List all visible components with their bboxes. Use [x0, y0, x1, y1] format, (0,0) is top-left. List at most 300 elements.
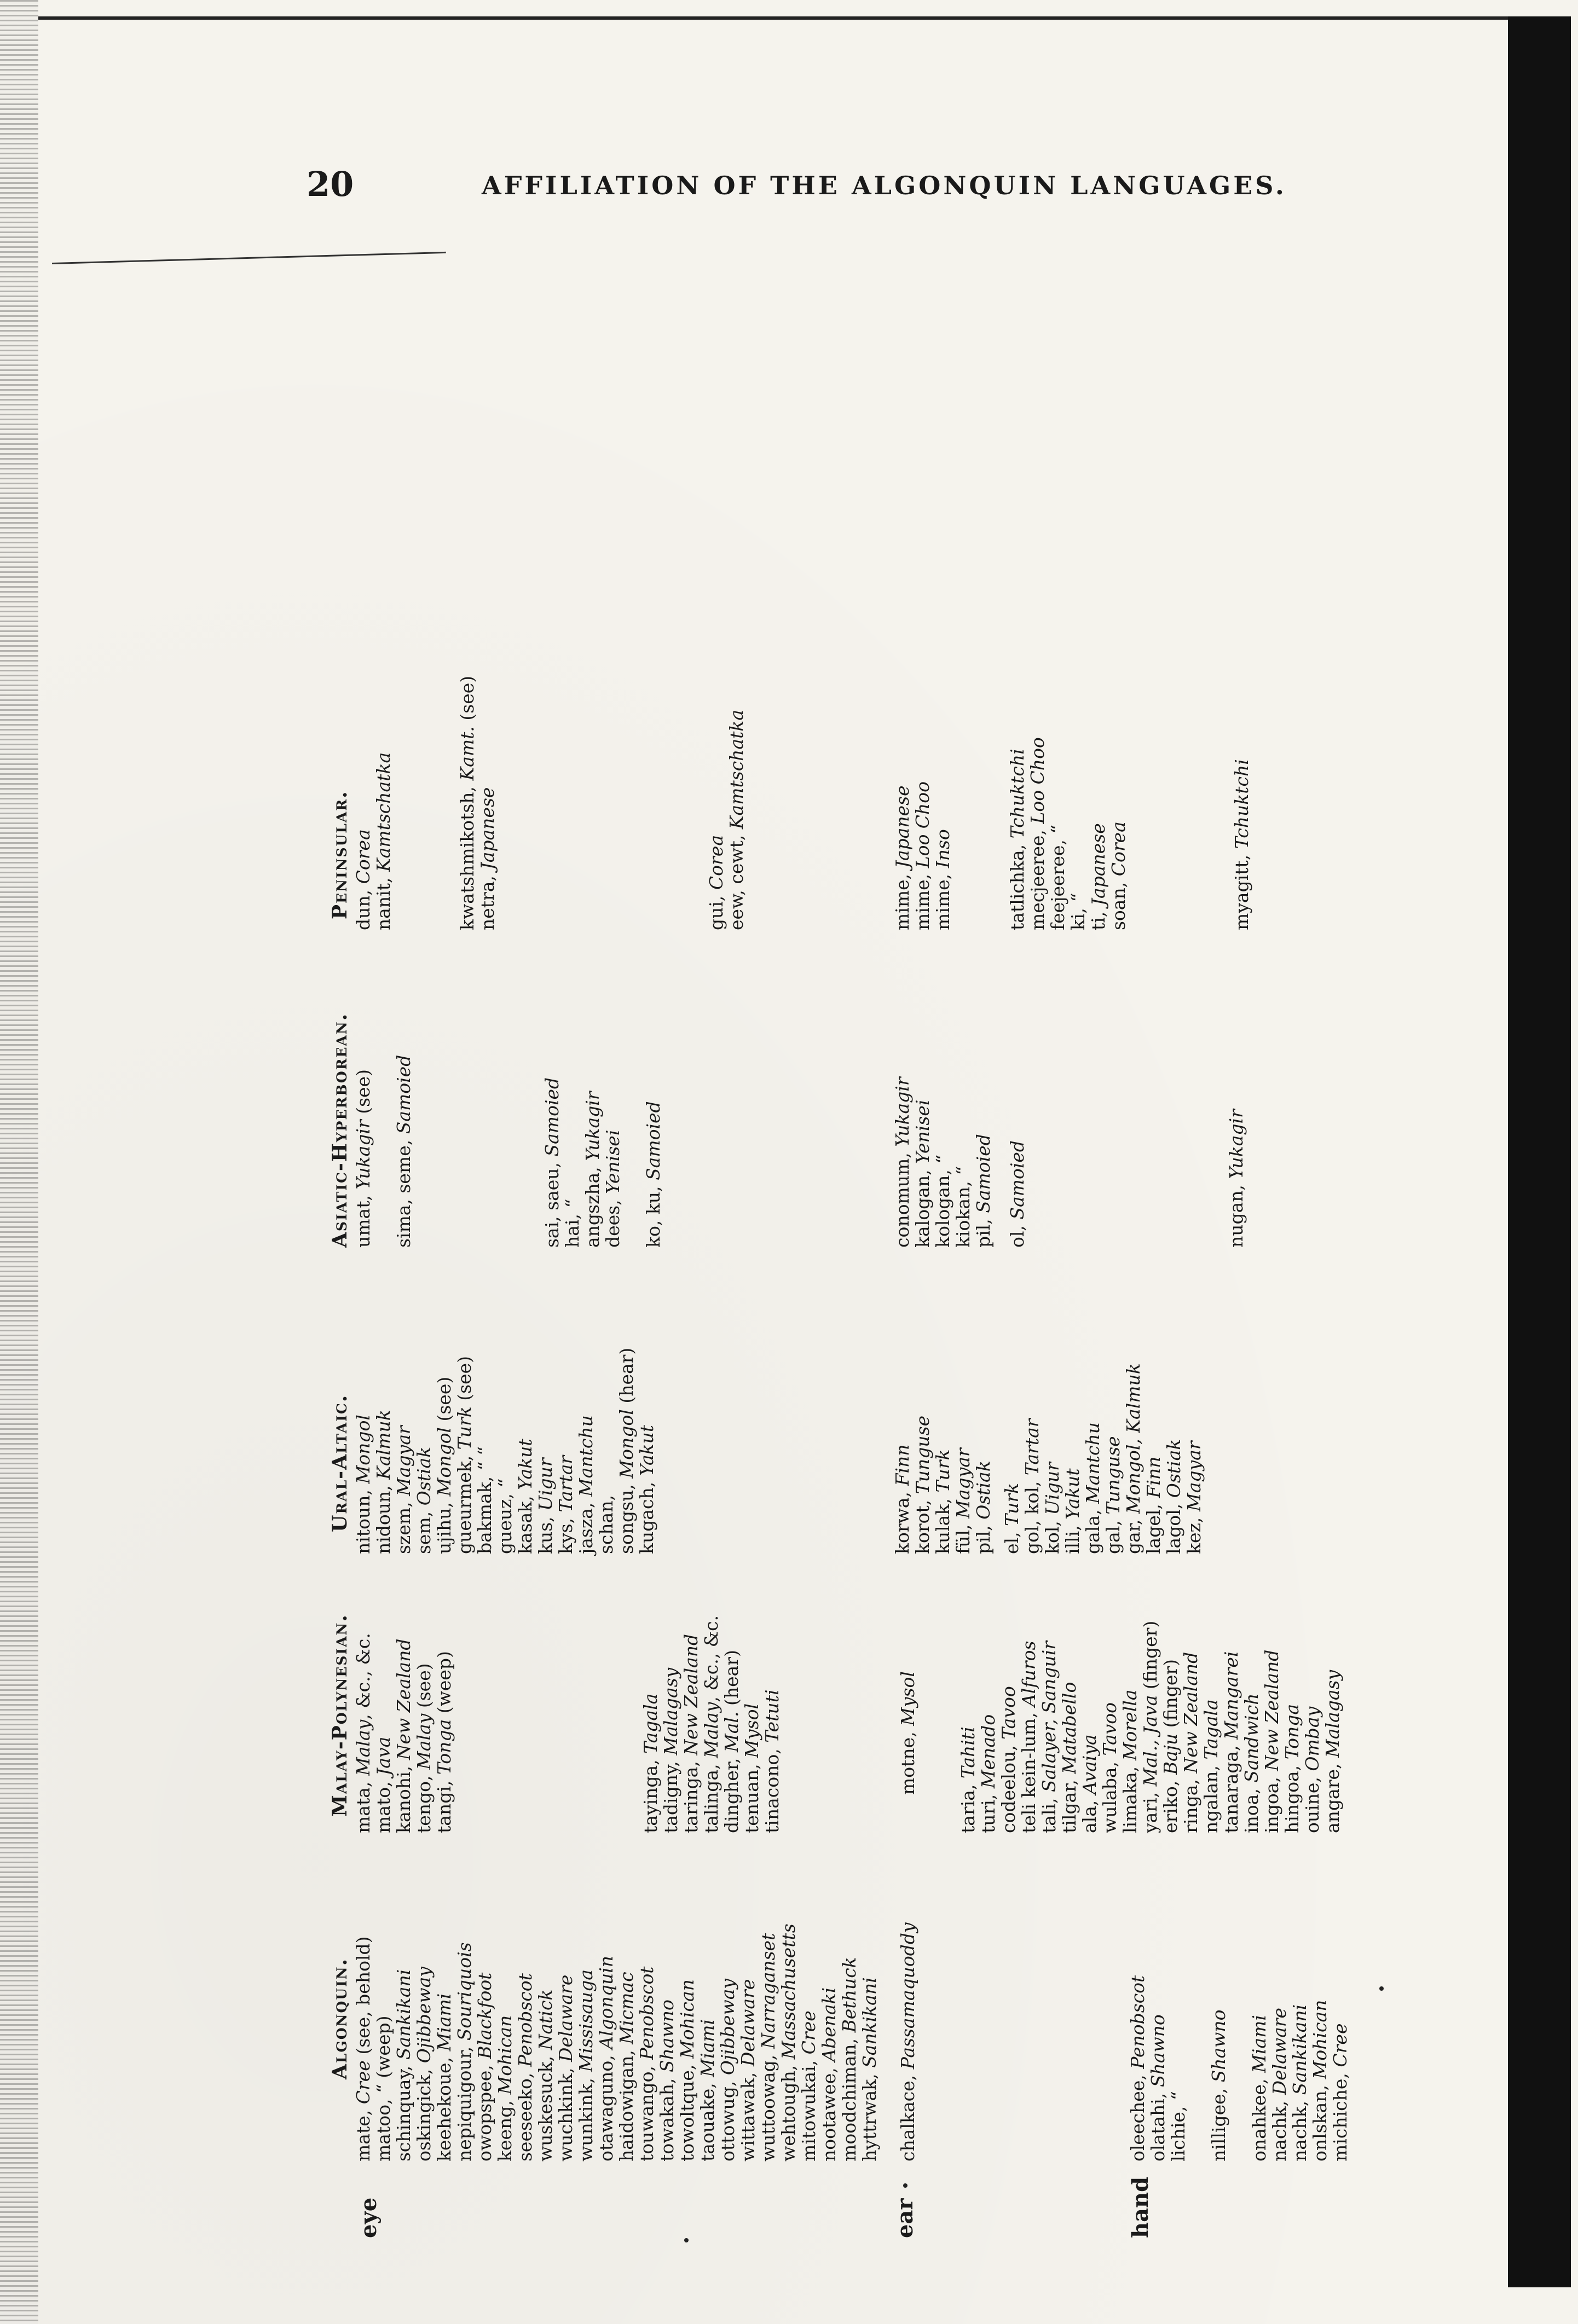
entry	[933, 1449, 953, 1554]
entry	[535, 1990, 556, 2161]
language-name: Magyar	[393, 1425, 414, 1496]
word: dingher,	[721, 1752, 742, 1833]
entry	[535, 1458, 556, 1554]
word: nootawee,	[818, 2061, 840, 2161]
word: yari,	[1140, 1786, 1161, 1833]
entry	[454, 1356, 475, 1554]
entry	[457, 676, 477, 930]
language-name: Java	[373, 1736, 394, 1776]
language-name: Samoied	[1007, 1140, 1028, 1220]
word: kasak,	[515, 1490, 536, 1554]
language-name: Tagala	[1200, 1699, 1222, 1760]
entry	[1232, 759, 1252, 930]
word: gol, kol,	[1021, 1475, 1043, 1554]
entry	[556, 1975, 576, 2161]
language-name: Corea	[352, 829, 374, 884]
word: tengo,	[413, 1769, 435, 1833]
language-name: Samoied	[643, 1101, 664, 1180]
language-name: Tartar	[1021, 1418, 1043, 1476]
language-name: Mongol	[616, 1409, 637, 1479]
word: wuskesuck,	[535, 2050, 556, 2161]
language-name: Shawno	[1147, 2014, 1169, 2088]
word: taringa,	[680, 1755, 702, 1833]
entry	[1019, 1641, 1039, 1833]
word: limaka,	[1119, 1760, 1141, 1833]
word: fül,	[952, 1518, 974, 1554]
entry	[898, 1671, 918, 1795]
entry	[1310, 2000, 1330, 2161]
language-name: Tetuti	[761, 1689, 783, 1743]
word: schinquay,	[393, 2060, 414, 2161]
entry	[681, 1634, 701, 1833]
language-name: Yenisei	[602, 1129, 623, 1194]
ink-speck	[903, 2183, 908, 2188]
entry	[576, 1969, 596, 2161]
entry	[1269, 2008, 1290, 2161]
language-name: Avaiya	[1079, 1734, 1100, 1795]
word: myagitt,	[1231, 849, 1252, 930]
language-name: Turk	[1001, 1482, 1022, 1526]
entry	[515, 1439, 535, 1554]
word: mecjeeree,	[1027, 824, 1048, 930]
language-name: Yakut	[636, 1424, 657, 1476]
language-name: Kamt.	[456, 726, 478, 781]
word: conomum,	[892, 1146, 913, 1248]
language-name: Tonga	[433, 1719, 455, 1775]
language-name: Tavoo	[1099, 1702, 1120, 1756]
entry	[892, 785, 912, 930]
running-head: AFFILIATION OF THE ALGONQUIN LANGUAGES.	[482, 171, 1287, 200]
entry	[394, 1639, 414, 1833]
entry	[1128, 1975, 1148, 2161]
language-name: Kamtschatka	[726, 709, 747, 830]
word: otawaguno,	[596, 2049, 617, 2161]
entry	[701, 1615, 721, 1833]
entry	[616, 1972, 637, 2161]
entry	[353, 1633, 373, 1833]
word: chalkace,	[897, 2069, 918, 2161]
language-name: Tunguse	[1102, 1436, 1124, 1515]
word: sai, saeu,	[541, 1156, 563, 1248]
language-name: Menado	[978, 1714, 999, 1789]
language-name: Mysol	[897, 1671, 918, 1726]
language-name: Tavoo	[998, 1686, 1019, 1740]
language-name: New Zealand	[393, 1638, 414, 1760]
rotated-table-region	[323, 295, 1407, 2244]
language-name: Malay	[352, 1719, 374, 1776]
language-name: Tchuktchi	[1231, 759, 1252, 849]
language-name: Passamaquoddy	[897, 1922, 918, 2070]
row-label: hand	[1128, 2176, 1153, 2238]
word: kwatshmikotsh,	[456, 780, 478, 930]
entry	[1039, 1641, 1059, 1833]
word: hyttrwak,	[859, 2067, 880, 2161]
word: mata,	[352, 1776, 374, 1833]
word: mato,	[373, 1775, 394, 1833]
entry	[1083, 1422, 1103, 1554]
entry	[1160, 1659, 1181, 1833]
entry	[495, 2015, 515, 2161]
word: turi,	[978, 1788, 999, 1833]
language-name: Sankikani	[1289, 2004, 1310, 2095]
language-name: Tagala	[640, 1693, 661, 1754]
language-name: Yukagir	[892, 1077, 913, 1147]
entry	[1068, 893, 1088, 930]
language-name: Finn	[892, 1444, 913, 1486]
entry	[839, 1957, 859, 2161]
word: gar,	[1123, 1514, 1144, 1554]
language-name: Ostiak	[973, 1461, 994, 1520]
entry	[706, 835, 726, 930]
entry	[958, 1726, 978, 1833]
entry	[477, 787, 498, 930]
language-name: Mantchu	[1082, 1422, 1103, 1504]
language-name: Japanese	[477, 787, 498, 870]
language-name: Shawno	[656, 2000, 678, 2073]
language-name: Mongol, Kalmuk	[1123, 1363, 1144, 1514]
entry	[1123, 1363, 1143, 1554]
word: szem,	[393, 1496, 414, 1554]
entry	[953, 1448, 973, 1554]
word: nugan,	[1226, 1179, 1247, 1248]
language-name: Magyar	[1183, 1441, 1205, 1512]
word: wuttoowag,	[758, 2049, 779, 2161]
language-name: Delaware	[737, 1979, 759, 2067]
entry	[1302, 1707, 1322, 1833]
entry	[1226, 1109, 1246, 1248]
word: ki, “	[1067, 892, 1089, 930]
entry	[1221, 1651, 1241, 1833]
entry	[596, 1495, 616, 1554]
language-name: Delaware	[555, 1974, 576, 2062]
word: ko, ku,	[643, 1180, 664, 1248]
language-name: Loo Choo	[1027, 737, 1048, 824]
language-name: Sandwich	[1241, 1693, 1262, 1783]
language-name: Finn	[1143, 1456, 1164, 1498]
entry	[1027, 737, 1048, 930]
entry	[1181, 1652, 1201, 1833]
word: ngalan,	[1200, 1759, 1222, 1833]
gloss: (hear)	[616, 1347, 637, 1410]
gloss: (finger)	[1160, 1659, 1181, 1734]
entry	[973, 1461, 993, 1554]
language-name: Morella	[1119, 1689, 1141, 1761]
entry	[1322, 1670, 1343, 1833]
language-name: Japanese	[1088, 823, 1109, 906]
word: eriko,	[1160, 1775, 1181, 1833]
entry	[1241, 1693, 1262, 1833]
language-name: Corea	[1108, 821, 1129, 877]
entry	[414, 1663, 434, 1833]
word: mime,	[932, 868, 953, 930]
entry	[576, 1415, 596, 1554]
word: mitowukai,	[798, 2054, 819, 2161]
word: nitoun,	[352, 1483, 374, 1554]
entry	[859, 1977, 880, 2161]
word: codeelou,	[998, 1739, 1019, 1833]
word: onahkee,	[1248, 2072, 1270, 2161]
word: mate,	[352, 2104, 374, 2161]
word: lichie, “	[1167, 2091, 1189, 2161]
word: matoo, “ (weep)	[373, 2015, 394, 2161]
word: tatlichka,	[1007, 838, 1028, 930]
entry	[353, 1936, 373, 2161]
entry	[1148, 2014, 1168, 2161]
word: soan,	[1108, 876, 1129, 930]
word: pil,	[973, 1519, 994, 1554]
word: tadigny,	[660, 1755, 681, 1833]
word: hai, “	[562, 1198, 583, 1248]
entry	[515, 1973, 535, 2161]
word: gueuz, “	[494, 1478, 516, 1554]
language-name: Turk	[932, 1449, 953, 1493]
language-name: Yukagir	[582, 1091, 603, 1161]
entry	[394, 1425, 414, 1554]
word: bakmak, “ “	[474, 1446, 495, 1554]
entry	[799, 2010, 819, 2161]
language-name: Mongol	[352, 1415, 374, 1484]
word: gui,	[706, 890, 727, 930]
word: feejeeree, “	[1047, 824, 1068, 930]
language-name: Ombay	[1302, 1706, 1323, 1771]
entry	[562, 1199, 582, 1248]
entry	[1048, 825, 1068, 930]
entry	[718, 1979, 738, 2161]
ink-speck	[1379, 1986, 1384, 1991]
entry	[978, 1714, 998, 1833]
gloss: (weep)	[433, 1651, 455, 1719]
word: tinacono,	[761, 1742, 783, 1833]
entry	[1168, 2091, 1188, 2161]
entry	[1059, 1682, 1079, 1833]
entry	[898, 1922, 918, 2161]
language-name: Inso	[932, 829, 953, 868]
word: keehekoue,	[433, 2051, 455, 2161]
entry	[434, 1993, 454, 2161]
word: dees,	[602, 1193, 623, 1248]
entry	[353, 829, 373, 930]
language-name: Kalmuk	[373, 1410, 394, 1480]
word: onlskan,	[1309, 2079, 1331, 2161]
entry	[912, 1416, 933, 1554]
entry	[912, 781, 933, 930]
word: netra,	[477, 870, 498, 930]
word: tayinga,	[640, 1753, 661, 1833]
word: kus,	[535, 1510, 556, 1554]
entry	[434, 1377, 454, 1554]
entry	[1184, 1441, 1204, 1554]
entry	[596, 1956, 616, 2161]
entry	[353, 1415, 373, 1554]
language-name: Corea	[706, 834, 727, 890]
entry	[758, 1933, 778, 2161]
gloss: , &c., &c.	[701, 1615, 722, 1702]
column-heading: Ural-Altaic.	[328, 1394, 351, 1532]
word: nepiquigour,	[454, 2041, 475, 2161]
language-name: Ojibbeway	[413, 1967, 435, 2064]
word: eew, cewt,	[726, 829, 747, 930]
language-name: Samoied	[973, 1134, 994, 1213]
word: sem,	[413, 1505, 435, 1554]
entry	[1120, 1690, 1140, 1833]
gloss: (see)	[352, 1069, 374, 1120]
entry	[637, 1425, 657, 1554]
entry	[892, 1444, 912, 1554]
book-spine-shadow	[1508, 16, 1571, 2287]
entry	[762, 1689, 782, 1833]
entry	[1201, 1699, 1221, 1833]
word: wehtough,	[778, 2059, 799, 2161]
word: ingoa,	[1261, 1771, 1282, 1833]
word: towoltque,	[677, 2059, 698, 2161]
word: wittawak,	[737, 2066, 759, 2161]
word: michiche,	[1330, 2067, 1351, 2161]
entry	[973, 1134, 993, 1248]
entry	[1143, 1457, 1164, 1554]
language-name: New Zealand	[1261, 1649, 1282, 1771]
word: towakah,	[656, 2072, 678, 2161]
language-name: Japanese	[892, 785, 913, 868]
entry	[1164, 1439, 1184, 1554]
language-name: Samoied	[393, 1054, 414, 1134]
language-name: New Zealand	[1180, 1651, 1201, 1774]
language-name: Malagasy	[660, 1667, 681, 1755]
language-name: Algonquin	[596, 1955, 617, 2049]
entry	[495, 1479, 515, 1554]
language-name: Uigur	[1042, 1462, 1063, 1515]
entry	[1088, 823, 1108, 930]
language-name: Samoied	[541, 1077, 563, 1157]
language-name: New Zealand	[680, 1633, 702, 1755]
word: ouine,	[1302, 1771, 1323, 1833]
word: kologan, “	[932, 1154, 953, 1248]
entry	[475, 1446, 495, 1554]
word: mime,	[912, 868, 933, 930]
word: mime,	[892, 868, 913, 930]
entry	[661, 1668, 681, 1833]
language-name: Mohican	[677, 1979, 698, 2059]
word: schan,	[596, 1494, 617, 1554]
entry	[394, 1055, 414, 1248]
word: korot,	[912, 1494, 933, 1554]
entry	[892, 1077, 912, 1248]
gloss: (hear)	[721, 1650, 742, 1712]
language-name: Souriquois	[454, 1942, 475, 2041]
entry	[475, 1973, 495, 2161]
entry	[1330, 2024, 1350, 2161]
language-name: Magyar	[952, 1448, 974, 1519]
word: illi,	[1062, 1519, 1083, 1554]
word: ala,	[1079, 1794, 1100, 1833]
language-name: Mal., Java	[1140, 1695, 1161, 1787]
entry	[1022, 1418, 1042, 1554]
entry	[1042, 1462, 1062, 1554]
word: kys,	[555, 1512, 576, 1554]
entry	[1249, 2015, 1269, 2161]
word: talinga,	[701, 1758, 722, 1833]
word: oskingick,	[413, 2063, 435, 2161]
entry	[721, 1650, 742, 1833]
word: pil,	[973, 1213, 994, 1248]
word: motne,	[897, 1725, 918, 1795]
word: angare,	[1322, 1757, 1343, 1833]
entry	[953, 1166, 973, 1248]
language-name: Ostiak	[413, 1446, 435, 1506]
entry	[726, 710, 747, 930]
entry	[1062, 1468, 1083, 1554]
word: el,	[1001, 1526, 1022, 1554]
word: kalogan,	[912, 1163, 933, 1248]
gloss: (see)	[454, 1355, 475, 1407]
entry	[738, 1979, 758, 2161]
language-name: Shawno	[1208, 2009, 1229, 2083]
word: lagol,	[1163, 1498, 1184, 1554]
column-heading: Algonquin.	[328, 1957, 351, 2079]
language-name: Mysol	[741, 1703, 762, 1758]
entry	[1108, 821, 1129, 930]
word: dun,	[352, 884, 374, 930]
language-name: Yakut	[1062, 1468, 1083, 1520]
word: tali,	[1038, 1792, 1060, 1833]
language-name: Yakut	[515, 1439, 536, 1490]
language-name: Matabello	[1059, 1682, 1080, 1774]
word: gueurmek,	[454, 1450, 475, 1554]
language-name: Malay	[701, 1702, 722, 1758]
entry	[1282, 1704, 1302, 1833]
language-name: Tartar	[555, 1455, 576, 1512]
entry	[778, 1923, 799, 2161]
language-name: Salayer, Sanguir	[1038, 1641, 1060, 1792]
language-name: Blackfoot	[474, 1972, 495, 2059]
word: taria,	[957, 1778, 979, 1833]
language-name: Sankikani	[859, 1977, 880, 2068]
entry	[933, 829, 953, 930]
gloss: (see)	[433, 1376, 455, 1427]
language-name: Uigur	[535, 1458, 556, 1511]
word: nilligee,	[1208, 2082, 1229, 2161]
top-edge-rule	[38, 16, 1511, 20]
language-name: Missisauga	[575, 1969, 597, 2072]
entry	[998, 1686, 1019, 1833]
language-name: Delaware	[1269, 2007, 1290, 2095]
language-name: Massachusetts	[778, 1923, 799, 2060]
word: ol,	[1007, 1219, 1028, 1248]
word: touwango,	[636, 2060, 657, 2161]
word: ringa,	[1180, 1773, 1201, 1833]
entry	[1100, 1702, 1120, 1833]
language-name: Sankikani	[393, 1969, 414, 2060]
language-name: Mohican	[1309, 2000, 1331, 2079]
word: hingoa,	[1281, 1759, 1303, 1833]
word: gal,	[1102, 1514, 1124, 1554]
row-label: ear	[892, 2198, 918, 2238]
word: gala,	[1082, 1503, 1103, 1554]
entry	[933, 1155, 953, 1248]
column-heading: Malay-Polynesian.	[328, 1614, 351, 1817]
language-name: Mongol	[433, 1427, 455, 1497]
entry	[1007, 749, 1027, 930]
word: wuchkink,	[555, 2061, 576, 2161]
language-name: Narraganset	[758, 1933, 779, 2049]
language-name: Cree	[1330, 2023, 1351, 2067]
language-name: Natick	[535, 1989, 556, 2050]
word: tangi,	[433, 1775, 455, 1833]
entry	[819, 1987, 839, 2161]
entry	[1262, 1650, 1282, 1833]
language-name: Yukagir	[352, 1120, 374, 1190]
word: korwa,	[892, 1486, 913, 1554]
language-name: Bethuck	[839, 1957, 860, 2033]
